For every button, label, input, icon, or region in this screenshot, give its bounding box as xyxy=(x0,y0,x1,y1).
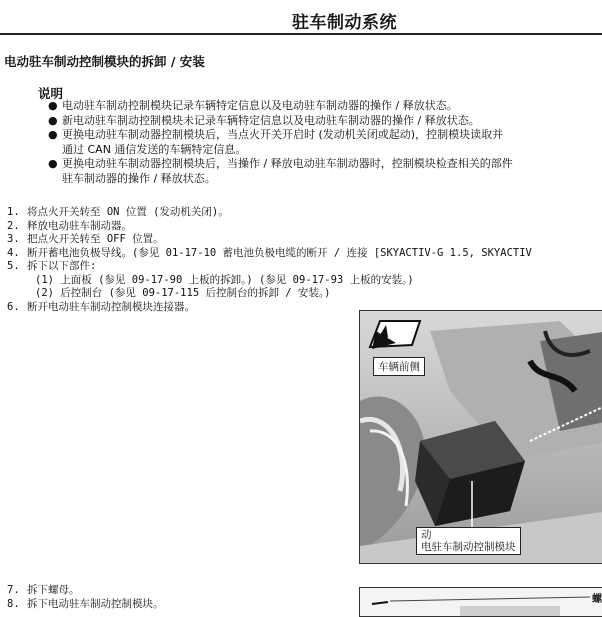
note-item xyxy=(48,128,602,157)
bullet-icon: ● xyxy=(48,128,58,141)
bullet-icon: ● xyxy=(48,99,58,112)
header-divider xyxy=(0,33,602,35)
step-number: 2. xyxy=(7,219,20,232)
step-number: 6. xyxy=(7,300,20,313)
step-item xyxy=(7,598,347,612)
note-list xyxy=(48,99,602,186)
note-line: 通过 CAN 通信发送的车辆特定信息。 xyxy=(62,142,247,156)
note-item xyxy=(48,157,602,186)
module-callout-line: 动 xyxy=(421,529,432,541)
note-line: 新电动驻车制动控制模块未记录车辆特定信息以及电动驻车制动器的操作 / 释放状态。 xyxy=(62,113,480,127)
step-item xyxy=(7,220,602,234)
nut-removal-figure xyxy=(359,587,602,617)
nut-illustration xyxy=(360,588,602,617)
substep-item: (1) 上面板 (参见 09-17-90 上板的拆卸。) (参见 09-17-93 上板的安装。) xyxy=(35,273,414,286)
step-number: 8. xyxy=(7,597,20,610)
note-line: 电动驻车制动控制模块记录车辆特定信息以及电动驻车制动器的操作 / 释放状态。 xyxy=(62,99,458,112)
vehicle-front-callout: 车辆前侧 xyxy=(373,357,425,376)
step-text: 释放电动驻车制动器。 xyxy=(27,219,132,232)
step-number: 7. xyxy=(7,584,20,596)
step-text: 拆下螺母。 xyxy=(27,584,80,596)
step-item xyxy=(7,247,602,261)
substep-item: (2) 后控制台 (参见 09-17-115 后控制台的拆卸 / 安装。) xyxy=(35,287,331,299)
step-text: 把点火开关转至 OFF 位置。 xyxy=(27,233,164,245)
step-text: 断开电动驻车制动控制模块连接器。 xyxy=(27,300,195,313)
procedure-steps xyxy=(7,206,602,314)
bullet-icon: ● xyxy=(48,113,58,127)
step-number: 5. xyxy=(7,260,20,272)
arrow-forward-icon xyxy=(366,317,426,353)
step-number: 4. xyxy=(7,246,20,259)
note-heading: 说明 xyxy=(38,86,64,101)
note-item xyxy=(48,114,602,129)
page-header-title: 驻车制动系统 xyxy=(292,13,397,33)
step-item xyxy=(7,233,602,247)
step-text: 断开蓄电池负极导线。(参见 01-17-10 蓄电池负极电缆的断开 / 连接 [SKYACTIV-G 1.5, SKYACTIV xyxy=(27,246,532,259)
step-item xyxy=(7,206,602,220)
section-title: 电动驻车制动控制模块的拆卸 / 安装 xyxy=(4,54,205,69)
note-item xyxy=(48,99,602,114)
step-text: 拆下电动驻车制动控制模块。 xyxy=(27,597,164,610)
note-line: 驻车制动器的操作 / 释放状态。 xyxy=(62,171,216,185)
step-number: 1. xyxy=(7,206,20,218)
module-location-figure xyxy=(359,310,602,564)
step-text: 拆下以下部件: xyxy=(27,260,97,272)
bullet-icon: ● xyxy=(48,157,58,170)
step-item xyxy=(7,584,347,598)
step-item xyxy=(7,260,602,274)
procedure-steps-continued xyxy=(7,584,347,611)
nut-callout: 螺 xyxy=(592,594,602,605)
note-line: 更换电动驻车制动器控制模块后，当操作 / 释放电动驻车制动器时，控制模块检查相关的部件 xyxy=(62,157,513,170)
step-number: 3. xyxy=(7,233,20,245)
note-line: 更换电动驻车制动器控制模块后，当点火开关开启时 (发动机关闭或起动)，控制模块读取并 xyxy=(62,128,504,141)
step-text: 将点火开关转至 ON 位置 (发动机关闭)。 xyxy=(27,206,229,218)
module-callout xyxy=(416,527,521,555)
module-callout-line: 电驻车制动控制模块 xyxy=(421,541,516,553)
